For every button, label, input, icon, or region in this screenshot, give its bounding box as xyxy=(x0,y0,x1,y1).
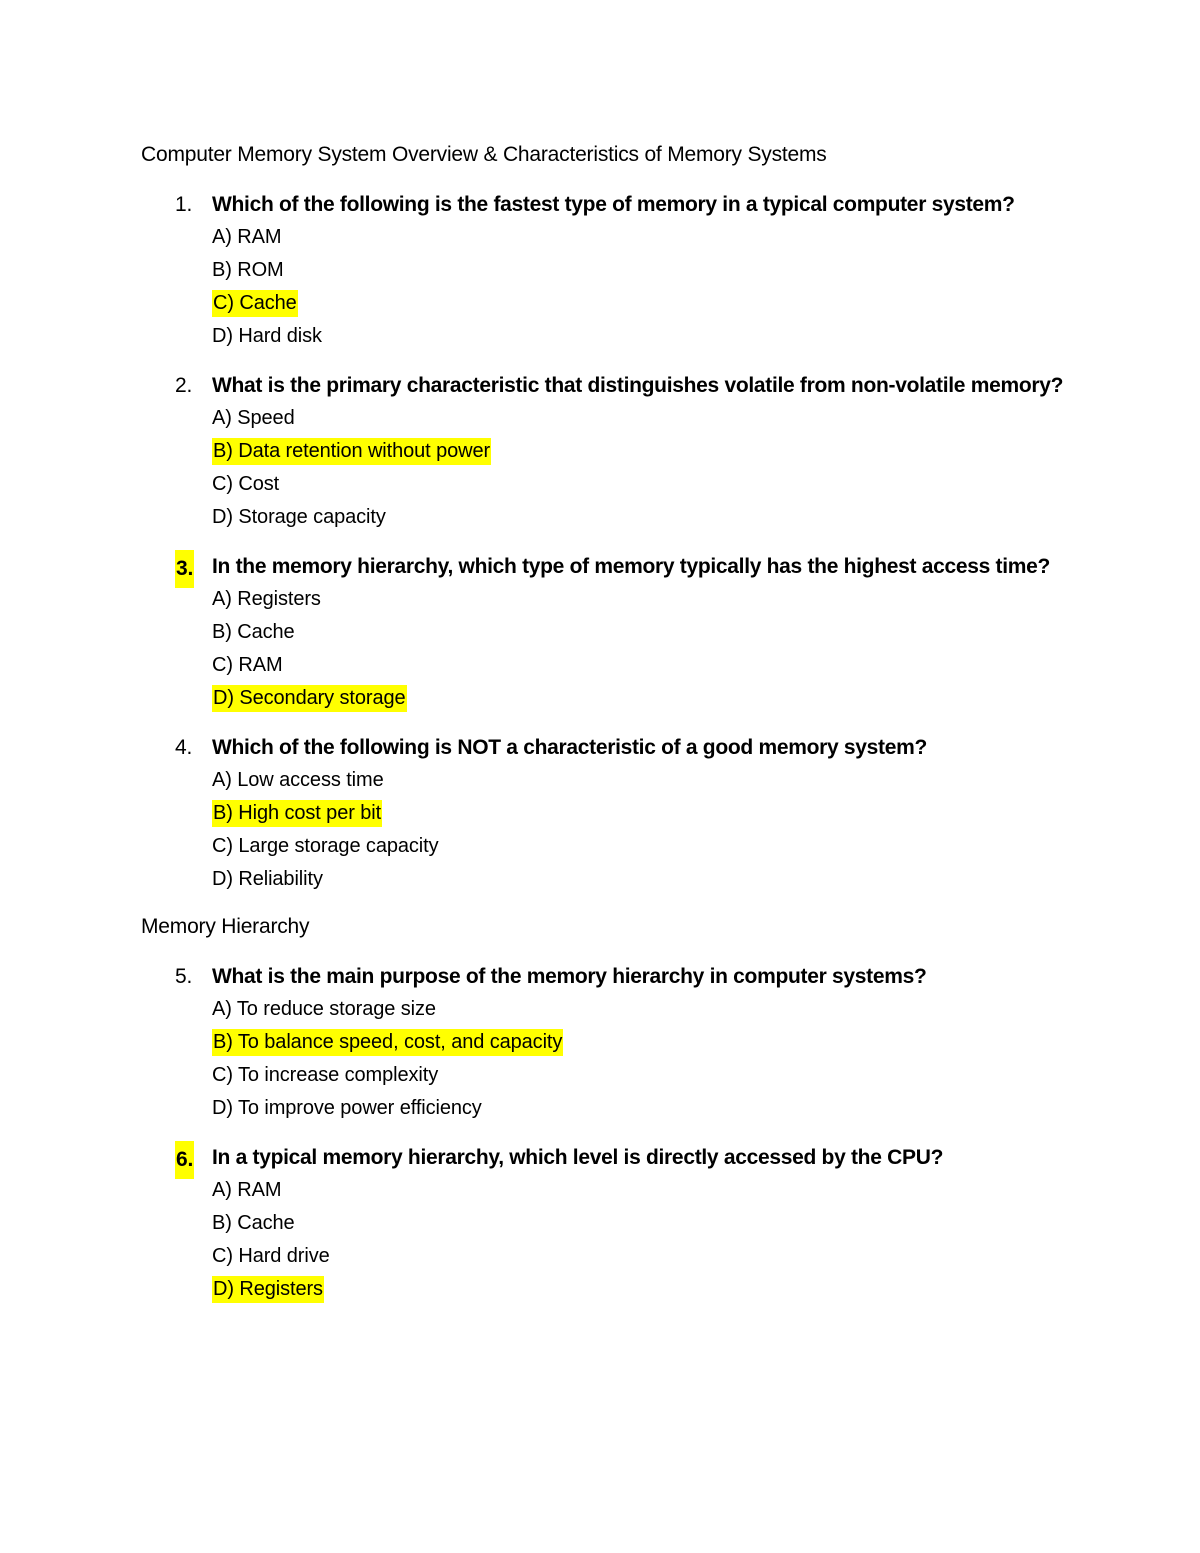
answer-option-correct xyxy=(212,435,1071,468)
question-number: 2. xyxy=(175,374,193,397)
question-number: 1. xyxy=(175,193,193,216)
option-label: B) Cache xyxy=(212,621,295,643)
answer-option xyxy=(212,501,1071,534)
answer-option xyxy=(212,863,1071,896)
question-number: 6. xyxy=(175,1141,194,1179)
question-item xyxy=(141,550,1071,715)
answer-option-correct xyxy=(212,1026,1071,1059)
answer-option xyxy=(212,1207,1071,1240)
answer-option xyxy=(212,1092,1071,1125)
document-content xyxy=(141,140,1071,1322)
option-label: D) Secondary storage xyxy=(212,685,407,712)
question-text: In a typical memory hierarchy, which level is directly accessed by the CPU? xyxy=(212,1146,944,1169)
answer-options xyxy=(141,402,1071,534)
option-label: B) High cost per bit xyxy=(212,800,382,827)
question-number: 3. xyxy=(175,550,194,588)
answer-option xyxy=(212,320,1071,353)
option-label: C) Cache xyxy=(212,290,298,317)
answer-options xyxy=(141,221,1071,353)
answer-option xyxy=(212,402,1071,435)
option-label: B) ROM xyxy=(212,259,284,281)
option-label: C) Large storage capacity xyxy=(212,835,439,857)
question-item xyxy=(141,188,1071,353)
option-label: B) Data retention without power xyxy=(212,438,491,465)
answer-option-correct xyxy=(212,682,1071,715)
option-label: C) Hard drive xyxy=(212,1245,330,1267)
question-number: 4. xyxy=(175,736,193,759)
option-label: D) Hard disk xyxy=(212,325,322,347)
answer-option xyxy=(212,993,1071,1026)
answer-options xyxy=(141,1174,1071,1306)
answer-option xyxy=(212,254,1071,287)
question-item xyxy=(141,369,1071,534)
answer-option xyxy=(212,1059,1071,1092)
section-heading: Memory Hierarchy xyxy=(141,915,310,938)
option-label: A) Speed xyxy=(212,407,295,429)
question-item xyxy=(141,960,1071,1125)
answer-options xyxy=(141,993,1071,1125)
answer-option xyxy=(212,468,1071,501)
answer-option xyxy=(212,649,1071,682)
answer-option xyxy=(212,1240,1071,1273)
answer-option xyxy=(212,1174,1071,1207)
option-label: D) Registers xyxy=(212,1276,324,1303)
question-text: What is the main purpose of the memory hierarchy in computer systems? xyxy=(212,965,927,988)
question-text: What is the primary characteristic that distinguishes volatile from non-volatile memory? xyxy=(212,374,1064,397)
answer-option xyxy=(212,616,1071,649)
option-label: A) To reduce storage size xyxy=(212,998,436,1020)
option-label: A) Registers xyxy=(212,588,321,610)
answer-options xyxy=(141,583,1071,715)
question-item xyxy=(141,731,1071,896)
answer-option-correct xyxy=(212,797,1071,830)
answer-option xyxy=(212,221,1071,254)
answer-option-correct xyxy=(212,287,1071,320)
question-item xyxy=(141,1141,1071,1306)
option-label: C) To increase complexity xyxy=(212,1064,439,1086)
question-number: 5. xyxy=(175,965,193,988)
option-label: D) Storage capacity xyxy=(212,506,386,528)
answer-option xyxy=(212,830,1071,863)
answer-options xyxy=(141,764,1071,896)
option-label: A) Low access time xyxy=(212,769,384,791)
section-heading: Computer Memory System Overview & Characteristics of Memory Systems xyxy=(141,143,827,166)
option-label: D) Reliability xyxy=(212,868,323,890)
option-label: B) Cache xyxy=(212,1212,295,1234)
answer-option xyxy=(212,583,1071,616)
option-label: B) To balance speed, cost, and capacity xyxy=(212,1029,563,1056)
question-text: Which of the following is the fastest type of memory in a typical computer system? xyxy=(212,193,1015,216)
option-label: A) RAM xyxy=(212,1179,282,1201)
option-label: C) Cost xyxy=(212,473,280,495)
option-label: C) RAM xyxy=(212,654,283,676)
option-label: D) To improve power efficiency xyxy=(212,1097,482,1119)
answer-option-correct xyxy=(212,1273,1071,1306)
question-text: Which of the following is NOT a characteristic of a good memory system? xyxy=(212,736,927,759)
question-text: In the memory hierarchy, which type of memory typically has the highest access time? xyxy=(212,555,1051,578)
answer-option xyxy=(212,764,1071,797)
option-label: A) RAM xyxy=(212,226,282,248)
